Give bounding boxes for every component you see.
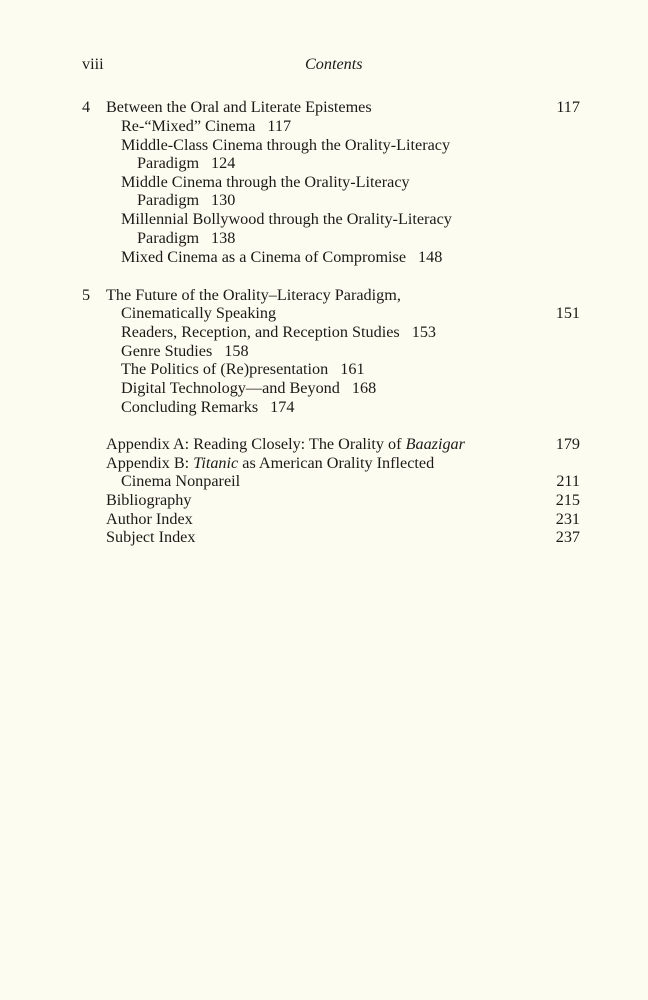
author-index-label: Author Index [106, 510, 193, 528]
section-title: Digital Technology—and Beyond [121, 379, 340, 397]
section-title: Middle-Class Cinema through the Orality-Literacy [121, 136, 451, 154]
section-page: 138 [211, 229, 236, 247]
chapter-number: 5 [82, 286, 91, 304]
appendix-a-title [106, 435, 465, 454]
section-entry [137, 229, 235, 248]
section-page: 124 [211, 154, 236, 172]
section-entry [121, 323, 436, 342]
folio: viii [82, 55, 104, 73]
chapter-title: The Future of the Orality–Literacy Paradigm, [106, 286, 401, 304]
section-page: 161 [340, 360, 365, 378]
appendix-a-italic: Baazigar [405, 435, 465, 453]
section-entry [121, 117, 291, 136]
author-index-page: 231 [555, 510, 580, 528]
chapter-number: 4 [82, 98, 91, 116]
section-page: 148 [418, 248, 443, 266]
section-page: 174 [270, 398, 295, 416]
section-title: Concluding Remarks [121, 398, 259, 416]
section-title: Middle Cinema through the Orality-Literacy [121, 173, 410, 191]
section-title: Readers, Reception, and Reception Studies [121, 323, 400, 341]
section-entry [121, 379, 376, 398]
running-title: Contents [305, 55, 363, 73]
subject-index-page: 237 [555, 528, 580, 546]
section-title-cont: Paradigm [137, 191, 200, 209]
section-title: Mixed Cinema as a Cinema of Compromise [121, 248, 407, 266]
section-entry [121, 248, 442, 267]
section-page: 117 [267, 117, 292, 135]
bibliography-page: 215 [555, 491, 580, 509]
section-title: The Politics of (Re)presentation [121, 360, 329, 378]
section-title-cont: Paradigm [137, 229, 200, 247]
section-title: Re-“Mixed” Cinema [121, 117, 256, 135]
section-page: 158 [224, 342, 249, 360]
appendix-b-page: 211 [556, 472, 580, 490]
appendix-a-prefix: Appendix A: Reading Closely: The Orality of [106, 435, 406, 453]
appendix-b-title-cont: Cinema Nonpareil [121, 472, 241, 490]
section-page: 130 [211, 191, 236, 209]
chapter-title: Between the Oral and Literate Epistemes [106, 98, 372, 116]
section-entry [137, 154, 235, 173]
chapter-page: 151 [555, 304, 580, 322]
appendix-b-title [106, 454, 434, 473]
appendix-b-italic: Titanic [193, 454, 239, 472]
section-entry [121, 360, 365, 379]
appendix-a-page: 179 [555, 435, 580, 453]
section-title: Millennial Bollywood through the Orality-Literacy [121, 210, 452, 228]
chapter-title-cont: Cinematically Speaking [121, 304, 277, 322]
subject-index-label: Subject Index [106, 528, 196, 546]
section-entry [121, 398, 294, 417]
appendix-b-suffix: as American Orality Inflected [238, 454, 435, 472]
section-title-cont: Paradigm [137, 154, 200, 172]
bibliography-label: Bibliography [106, 491, 192, 509]
section-page: 168 [351, 379, 377, 397]
section-entry [137, 191, 235, 210]
appendix-b-prefix: Appendix B: [106, 454, 194, 472]
section-entry [121, 342, 249, 361]
section-page: 153 [411, 323, 436, 341]
chapter-page: 117 [556, 98, 580, 116]
section-title: Genre Studies [121, 342, 213, 360]
